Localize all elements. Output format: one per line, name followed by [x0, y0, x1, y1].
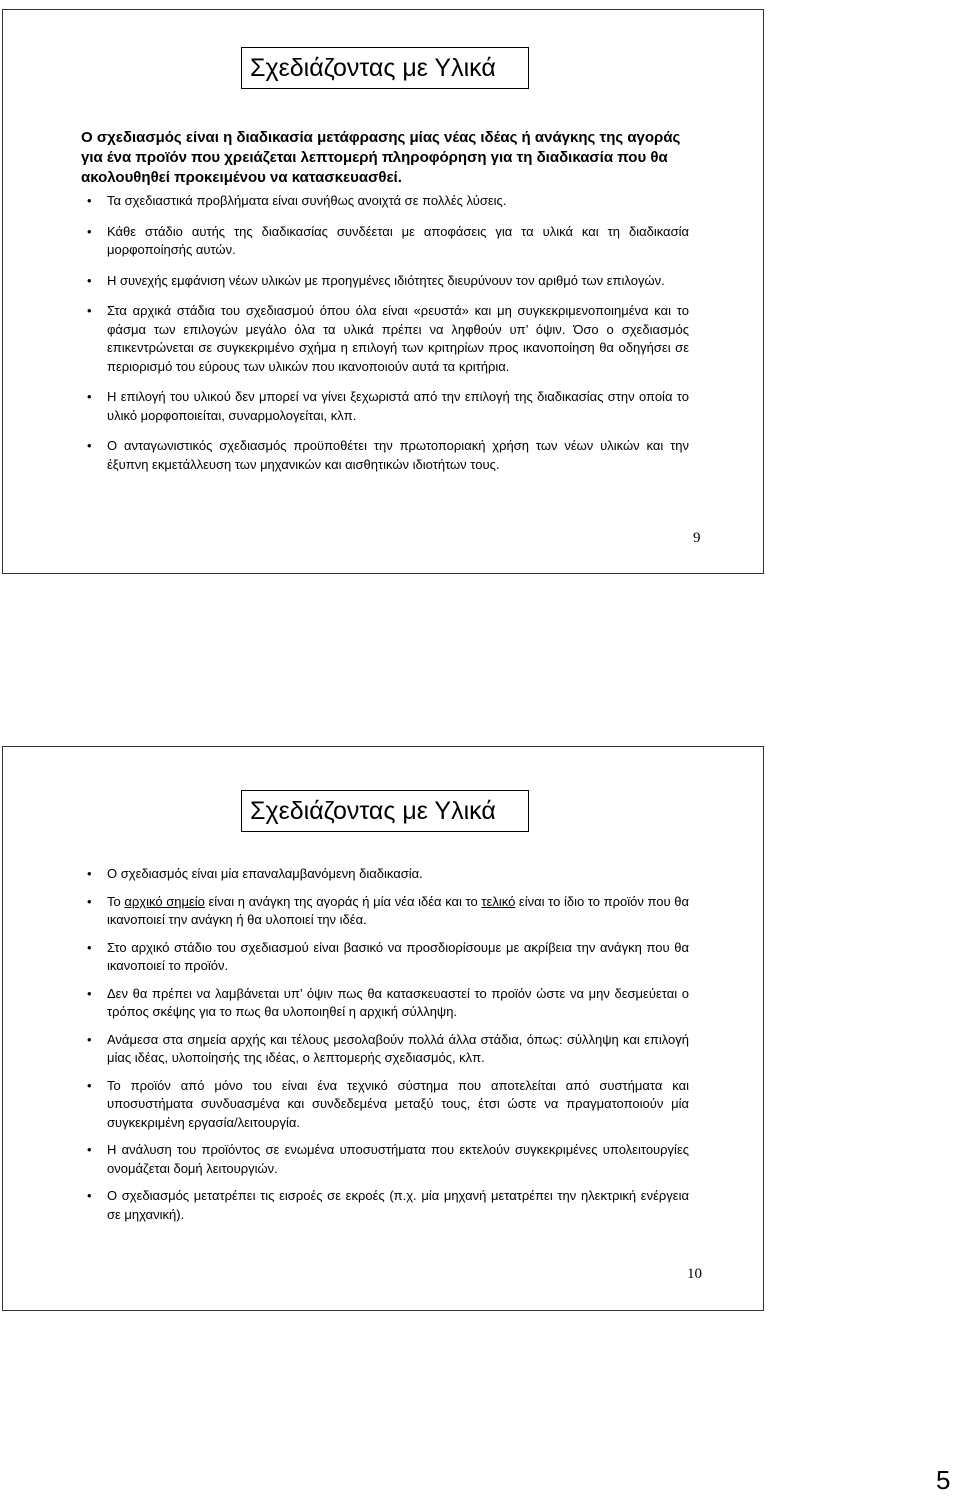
bullet-icon: • — [87, 223, 92, 239]
bullet-icon: • — [87, 985, 92, 1001]
slide-9 — [2, 9, 764, 574]
list-item: • Ανάμεσα στα σημεία αρχής και τέλους μεσολαβούν πολλά άλλα στάδια, όπως: σύλληψη και επιλογή μίας ιδέας, υλοποίησής της ιδέας, ο λεπτομερής σχεδιασμός, κλπ. — [87, 1031, 689, 1065]
bullet-icon: • — [87, 893, 92, 909]
list-item: • Ο σχεδιασμός μετατρέπει τις εισροές σε εκροές (π.χ. μία μηχανή μετατρέπει την ηλεκτρική ενέργεια σε μηχανική). — [87, 1188, 689, 1222]
list-item: • Το προϊόν από μόνο του είναι ένα τεχνικό σύστημα που αποτελείται από συστήματα και υποσυστήματα συνδυασμένα και συνδεδεμένα μεταξύ τους, έτσι ώστε να πραγματοποιούν μία συγκεκριμένη εργασία/λειτουργία. — [87, 1077, 689, 1130]
bullet-icon: • — [87, 389, 92, 404]
list-item: • Η ανάλυση του προϊόντος σε ενωμένα υποσυστήματα που εκτελούν συγκεκριμένες υπολειτουργίες ονομάζεται δομή λειτουργιών. — [87, 1142, 689, 1176]
bullet-icon: • — [87, 272, 92, 288]
bullet-icon: • — [87, 1142, 92, 1157]
slide-page-number: 9 — [693, 530, 701, 546]
bullet-list — [3, 865, 765, 1233]
list-item: • Κάθε στάδιο αυτής της διαδικασίας συνδέεται με αποφάσεις για τα υλικά και τη διαδικασία μορφοποίησής αυτών. — [87, 223, 689, 257]
slide-title: Σχεδιάζοντας με Υλικά — [241, 790, 529, 832]
intro-paragraph: Ο σχεδιασμός είναι η διαδικασία μετάφρασης μίας νέας ιδέας ή ανάγκης της αγοράς για ένα προϊόν που χρειάζεται λεπτομερή πληροφόρηση για τη διαδικασία που θα ακολουθηθεί προκειμένου να κατασκευασθεί. — [81, 129, 681, 186]
bullet-list — [3, 192, 765, 486]
underlined-start-point: αρχικό σημείο — [124, 893, 205, 909]
list-item: • Η επιλογή του υλικού δεν μπορεί να γίνει ξεχωριστά από την επιλογή της διαδικασίας στην οποία το υλικό μορφοποιείται, συναρμολογείται, κλπ. — [87, 389, 689, 423]
slide-10 — [2, 746, 764, 1311]
list-item: • Στα αρχικά στάδια του σχεδιασμού όπου όλα είναι «ρευστά» και μη συγκεκριμενοποιημένα και το φάσμα των επιλογών μεγάλο όλα τα υλικά πρέπει να ληφθούν υπ’ όψιν. Όσο ο σχεδιασμός επικεντρώνεται σε συγκεκριμένο σχήμα η επιλογή των κριτηρίων προς ικανοποίηση θα οδηγήσει σε περιορισμό του εύρους των υλικών που ικανοποιούν αυτά τα κριτήρια. — [87, 303, 689, 374]
slide-title: Σχεδιάζοντας με Υλικά — [241, 47, 529, 89]
bullet-icon: • — [87, 303, 92, 318]
list-item: • Στο αρχικό στάδιο του σχεδιασμού είναι βασικό να προσδιορίσουμε με ακρίβεια την ανάγκη που θα ικανοποιεί το προϊόν. — [87, 939, 689, 973]
bullet-icon: • — [87, 1031, 92, 1047]
bullet-icon: • — [87, 939, 92, 955]
list-item: • Δεν θα πρέπει να λαμβάνεται υπ’ όψιν πως θα κατασκευαστεί το προϊόν ώστε να μην δεσμεύεται ο τρόπος σκέψης για το πως θα υλοποιηθεί η αρχική σύλληψη. — [87, 985, 689, 1019]
underlined-final: τελικό — [481, 893, 516, 909]
sheet-page-number: 5 — [936, 1465, 951, 1495]
bullet-icon: • — [87, 1188, 92, 1203]
list-item: • Η συνεχής εμφάνιση νέων υλικών με προηγμένες ιδιότητες διευρύνουν τον αριθμό των επιλογών. — [107, 272, 689, 291]
list-item: • Τα σχεδιαστικά προβλήματα είναι συνήθως ανοιχτά σε πολλές λύσεις. — [107, 192, 689, 211]
list-item: • Το αρχικό σημείο είναι η ανάγκη της αγοράς ή μία νέα ιδέα και το τελικό είναι το ίδιο το προϊόν που θα ικανοποιεί την ανάγκη ή θα υλοποιεί την ιδέα. — [87, 893, 690, 927]
list-item: • Ο σχεδιασμός είναι μία επαναλαμβανόμενη διαδικασία. — [107, 865, 689, 884]
list-item: • Ο ανταγωνιστικός σχεδιασμός προϋποθέτει την πρωτοποριακή χρήση των νέων υλικών και την έξυπνη εκμετάλλευση των μηχανικών και αισθητικών ιδιοτήτων τους. — [87, 438, 689, 472]
bullet-icon: • — [87, 438, 92, 453]
bullet-icon: • — [87, 1077, 92, 1093]
bullet-icon: • — [87, 193, 92, 208]
bullet-icon: • — [87, 866, 92, 881]
slide-page-number: 10 — [687, 1266, 702, 1282]
